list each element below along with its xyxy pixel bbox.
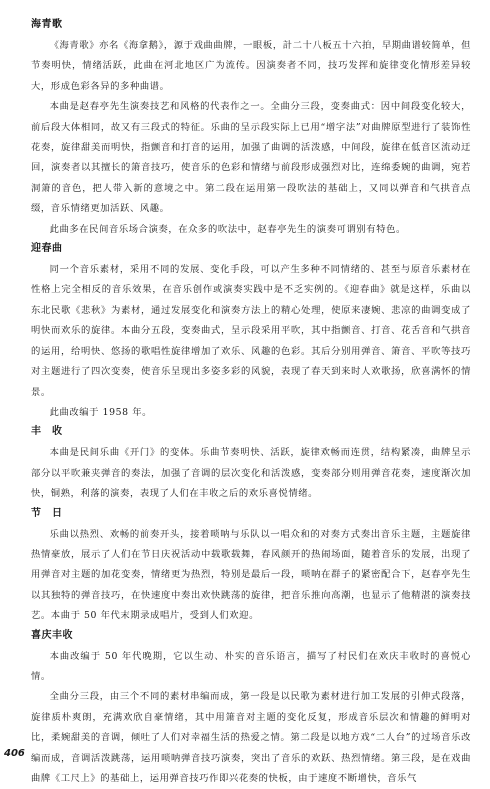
page-number: 406 (4, 748, 25, 759)
paragraph: 本曲改编于 50 年代晚期，它以生动、朴实的音乐语言，描写了村民们在欢庆丰收时的喜悦心情。 (31, 650, 471, 682)
paragraph: 此曲改编于 1958 年。 (49, 406, 153, 418)
paragraph: 同一个音乐素材，采用不同的发展、变化手段，可以产生多种不同情绪的、甚至与原音乐素材在性格上完全相反的音乐效果，在音乐创作或演奏实践中是不乏实例的。《迎春曲》就是这样，乐曲以东北民歌《悲秋》为素材，通过发展变化和演奏方法上的精心处理，使原来凄婉、悲凉的曲调变成了明快而欢乐的旋律。本曲分五段，变奏曲式，呈示段采用平吹，其中指颤音、打音、花舌音和气拱音的运用，给明快、悠扬的歌唱性旋律增加了欢乐、风趣的色彩。其后分别用弹音、箫音、平吹等技巧对主题进行了四次变奏，使音乐呈现出多姿多彩的风貌，表现了春天到来时人欢歌扬，欣喜满怀的情景。 (31, 264, 471, 398)
paragraph: 乐曲以热烈、欢畅的前奏开头，接着唢呐与乐队以一唱众和的对奏方式奏出音乐主题，主题旋律热情豪放，展示了人们在节日庆祝活动中载歌载舞，春风颜开的热闹场面，随着音乐的发展，出现了用弹音对主题的加花变奏，情绪更为热烈，特别是最后一段，唢呐在群子的紧密配合下，赵春亭先生以其独特的弹音技巧，在快速度中奏出欢快跳荡的旋律，把音乐推向高潮，也显示了他精湛的演奏技艺。本曲于 50 年代末期录成唱片，受到人们欢迎。 (31, 528, 471, 622)
section-title: 丰 收 (31, 426, 63, 438)
section-xiqingfengshou (31, 627, 471, 789)
paragraph: 《海青歌》亦名《海拿鹅》，源于戏曲曲牌，一眼板，計二十八板五十六拍，早期曲谱较简单，但节奏明快，情绪活跃，此曲在河北地区广为流传。因演奏者不同，技巧发挥和旋律变化情形差异较大，形成色彩各异的多种曲谱。 (31, 40, 471, 92)
section-title: 迎春曲 (31, 243, 63, 255)
paragraph: 本曲是赵春亭先生演奏技艺和风格的代表作之一。全曲分三段，变奏曲式：因中间段变化较大，前后段大体相同，故又有三段式的特征。乐曲的呈示段实际上已用“增字法”对曲牌原型进行了装饰性花奏，旋律甜美而明快，指颤音和打音的运用，加强了曲调的活泼感，中间段，旋律在低音区流动迂回，演奏者以其擅长的箫音技巧，使音乐的色彩和情绪与前段形成强烈对比，连绵委婉的曲调，宛若洞箫的音色，把人带入新的意境之中。第二段在运用第一段吹法的基础上，又同以弹音和气拱音点缀，音乐情绪更加活跃、风趣。 (31, 101, 471, 215)
section-title: 节 日 (31, 507, 63, 519)
paragraph: 此曲多在民间音乐场合演奏，在众多的吹法中，赵春亭先生的演奏可谓别有特色。 (49, 223, 406, 235)
section-title: 海青歌 (31, 19, 63, 30)
section-title: 喜庆丰收 (31, 629, 73, 641)
section-fengshou (31, 423, 471, 504)
section-yingchunqu (31, 240, 471, 423)
paragraph: 全曲分三段，由三个不同的素材串编而成，第一段是以民歌为素材进行加工发展的引伸式段落，旋律质朴爽朗，充满欢欣自豪情绪，其中用箫音对主题的变化反复，形成音乐层次和情趣的鲜明对比，柔婉甜美的音调，倾吐了人们对幸福生活的热爱之情。第二段是以地方戏“二人台”的过场音乐改编而成，音调活泼跳荡，运用唢呐弹音技巧演奏，突出了音乐的欢跃、热烈情绪。第三段，是在戏曲曲牌《工尺上》的基础上，运用弹音技巧作即兴花奏的快板，由于速度不断增快，音乐气 (31, 691, 471, 784)
page-content (31, 16, 471, 789)
paragraph: 本曲是民间乐曲《开门》的变体。乐曲节奏明快、活跃，旋律欢畅而连贯，结构紧凑，曲牌呈示部分以平吹兼夹弹音的奏法，加强了音调的层次变化和活泼感，变奏部分则用弹音花奏，速度渐次加快，铜熟，利落的演奏，表现了人们在丰收之后的欢乐喜悦情绪。 (31, 447, 471, 500)
section-haiqingge (31, 16, 471, 240)
section-jieri (31, 505, 471, 627)
